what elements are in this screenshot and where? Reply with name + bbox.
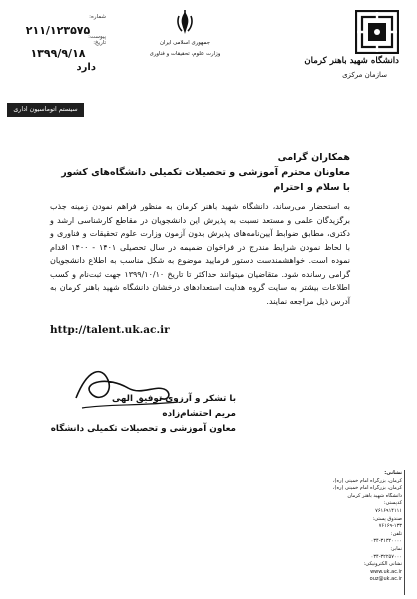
postal-code: ۷۶۱۶۹۱۴۱۱۱ xyxy=(375,507,402,514)
number-label: شماره: xyxy=(89,14,106,20)
website-link[interactable]: www.uk.ac.ir xyxy=(370,568,402,575)
signature-block xyxy=(50,394,236,439)
letter-paragraph: به استحضار می‌رساند، دانشگاه شهید باهنر کرمان به منظور فراهم نمودن زمینه جذب برگزیدگان علمی و مستعد نسبت به پذیرش این دانشجویان در مقاطع کارشناسی ارشد و دکتری، مطابق ضوابط آیین‌نامه‌های پذیرش بدون آزمون وزارت علوم تحقیقات و فناوری و با لحاظ نمودن شرایط مندرج در فراخوان ضمیمه در سال تحصیلی ۱۴۰۱ - ۱۴۰۰ اقدام نموده است. خواهشمندست دستور فرمایید موضوع به شکل مناسب به اطلاع دانشجویان گرامی رسانده شود. متقاضیان میتوانند حداکثر تا تاریخ ۱۳۹۹/۱۰/۱۰ جهت ثبت‌نام و کسب اطلاعات بیشتر به سایت گروه هدایت استعدادهای درخشان دانشگاه شهید باهنر کرمان به آدرس ذیل مراجعه نمایند. xyxy=(50,202,351,306)
university-name: دانشگاه شهید باهنر کرمان xyxy=(304,56,399,66)
fax-label: نمابر: xyxy=(390,545,402,552)
address-line: کرمان، بزرگراه امام خمینی (ره)، xyxy=(332,485,402,492)
attachment-value: دارد xyxy=(76,62,96,73)
date-label: تاریخ: xyxy=(93,40,106,46)
ministry-line: وزارت علوم، تحقیقات و فناوری xyxy=(149,51,221,57)
state-emblem-icon xyxy=(176,10,194,36)
pobox-value: ۷۶۱۶۹-۱۳۳ xyxy=(378,523,402,530)
sidebar-divider xyxy=(404,470,405,595)
signer-name: مریم احتشام‌زاده xyxy=(162,409,236,419)
talent-website-link[interactable]: http://talent.uk.ac.ir xyxy=(50,324,170,336)
fax-value: ۰۳۴-۳۲۲۵۷۰۰۰ xyxy=(370,553,402,560)
phone-value: ۰۳۴-۳۱۳۲۰۰۰۰ xyxy=(370,538,402,545)
address-line: دانشگاه شهید باهنر کرمان xyxy=(347,492,402,499)
email-link[interactable]: ouz@uk.ac.ir xyxy=(369,576,402,583)
greeting: با سلام و احترام xyxy=(273,182,350,193)
address-label: نشانی: xyxy=(384,470,402,476)
salutation: همکاران گرامی xyxy=(277,152,350,163)
postal-label: کدپستی: xyxy=(383,500,402,507)
contact-sidebar xyxy=(322,470,402,584)
office-name: سازمان مرکزی xyxy=(342,71,387,79)
closing: با تشکر و آرزوی توفیق الهی xyxy=(111,394,236,404)
government-line: جمهوری اسلامی ایران xyxy=(159,40,210,46)
recipient: معاونان محترم آموزشی و تحصیلات تکمیلی دانشگاه‌های کشور xyxy=(61,167,350,178)
letter-number: ۲۱۱/۱۲۳۵۷۵ xyxy=(25,24,91,37)
attachment-label: پیوست: xyxy=(88,34,106,40)
letter-date: ۱۳۹۹/۹/۱۸ xyxy=(30,47,86,60)
phone-label: تلفن: xyxy=(390,530,402,537)
pobox-label: صندوق پستی: xyxy=(372,515,402,522)
office-automation-badge: سیستم اتوماسیون اداری xyxy=(7,103,84,117)
university-logo xyxy=(355,10,399,54)
address-line: کرمان، بزرگراه امام خمینی (ره)، xyxy=(332,477,402,484)
signer-title: معاون آموزشی و تحصیلات تکمیلی دانشگاه xyxy=(50,424,236,434)
letter-body xyxy=(50,152,350,308)
web-label: نشانی الکترونیکی: xyxy=(363,561,402,568)
